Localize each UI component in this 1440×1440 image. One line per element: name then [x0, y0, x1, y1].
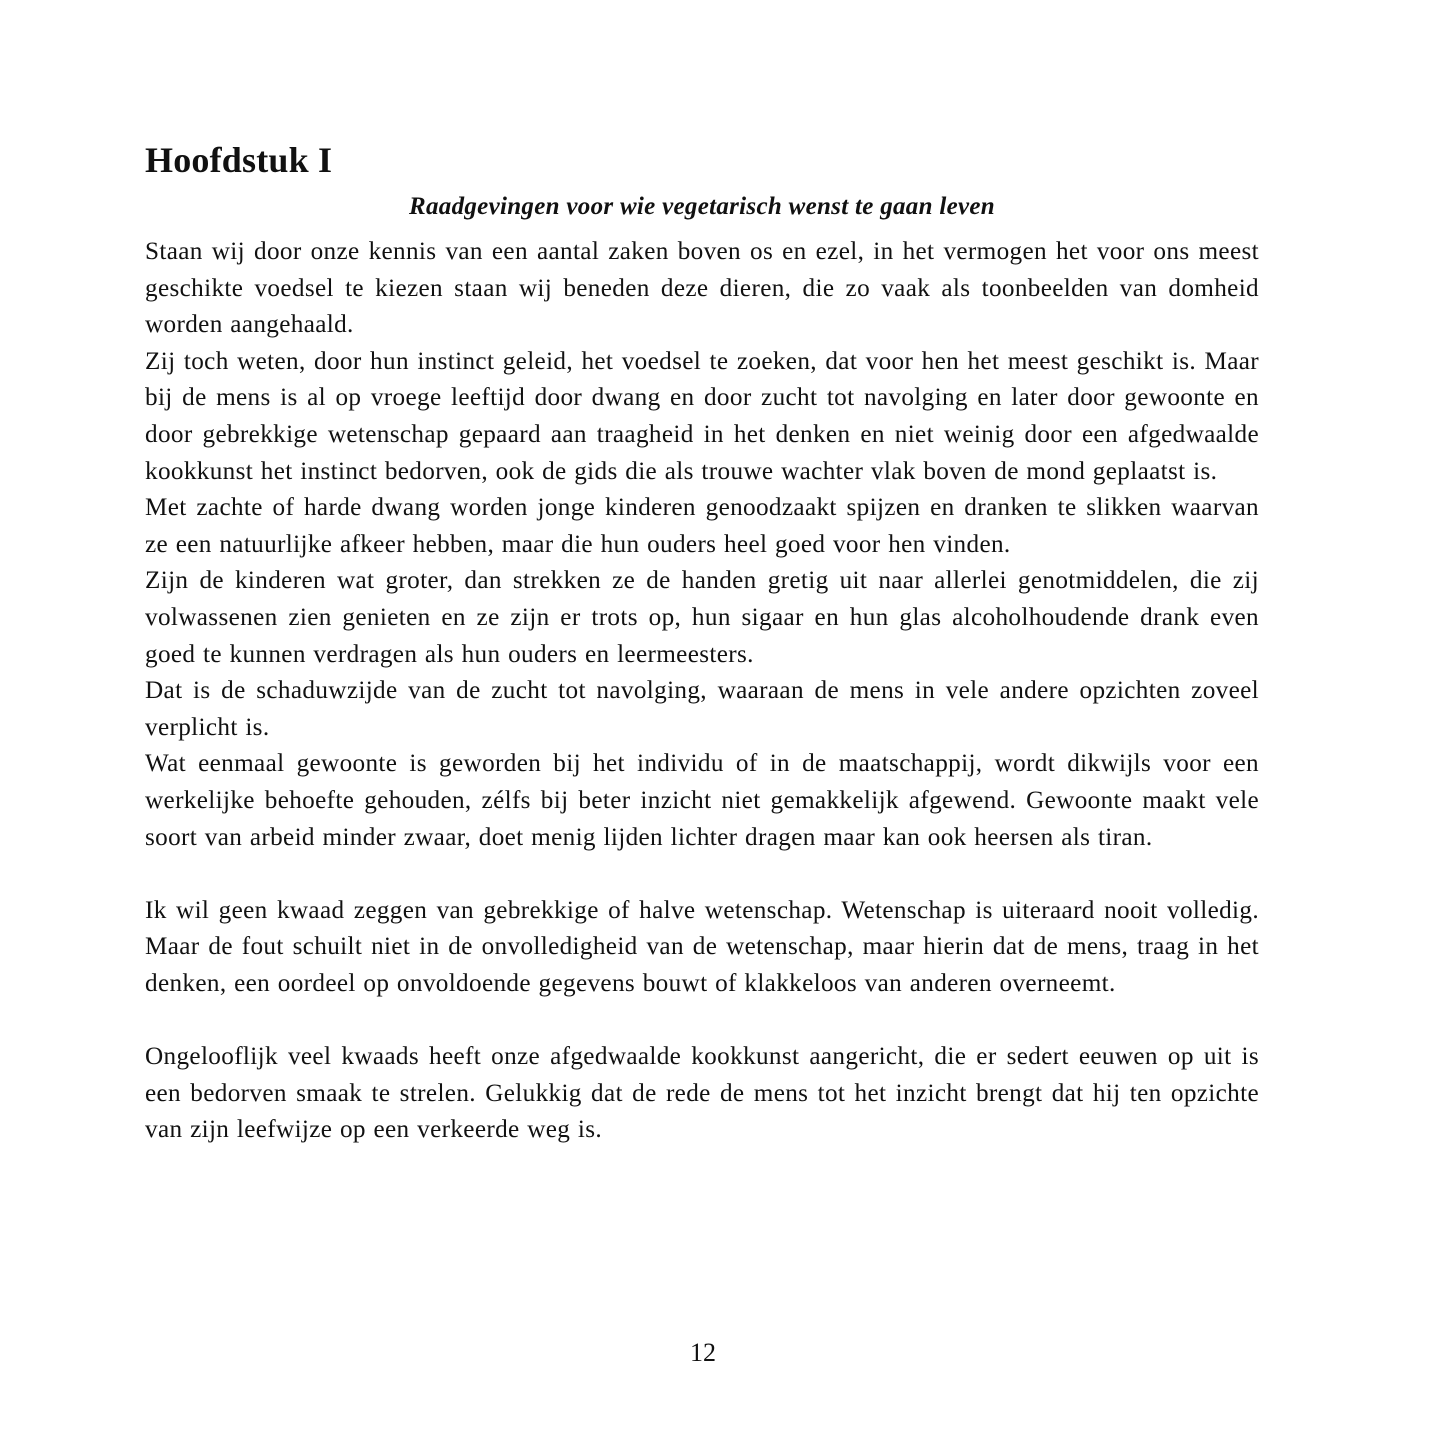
- paragraph: Zijn de kinderen wat groter, dan strekken ze de handen gretig uit naar allerlei genotmiddelen, die zij volwassenen zien genieten en ze zijn er trots op, hun sigaar en hun glas alcoholhoudende drank even goed te kunnen verdragen als hun ouders en leermeesters.: [145, 567, 1259, 668]
- paragraph: Dat is de schaduwzijde van de zucht tot navolging, waaraan de mens in vele andere opzichten zoveel verplicht is.: [145, 677, 1259, 741]
- paragraph: Zij toch weten, door hun instinct geleid, het voedsel te zoeken, dat voor hen het meest geschikt is. Maar bij de mens is al op vroege leeftijd door dwang en door zucht tot navolging en later door gewoonte en door gebrekkige wetenschap gepaard aan traagheid in het denken en niet weinig door een afgedwaalde kookkunst het instinct bedorven, ook de gids die als trouwe wachter vlak boven de mond geplaatst is.: [145, 347, 1259, 485]
- paragraph: Ik wil geen kwaad zeggen van gebrekkige of halve wetenschap. Wetenschap is uiteraard nooit volledig. Maar de fout schuilt niet in de onvolledigheid van de wetenschap, maar hierin dat de mens, traag in het denken, een oordeel op onvoldoende gegevens bouwt of klakkeloos van anderen overneemt.: [145, 896, 1259, 997]
- paragraph: Wat eenmaal gewoonte is geworden bij het individu of in de maatschappij, wordt dikwijls voor een werkelijke behoefte gehouden, zélfs bij beter inzicht niet gemakkelijk afgewend. Gewoonte maakt vele soort van arbeid minder zwaar, doet menig lijden lichter dragen maar kan ook heersen als tiran.: [145, 750, 1259, 851]
- chapter-subtitle: Raadgevingen voor wie vegetarisch wenst te gaan leven: [409, 193, 995, 220]
- body-text: [145, 234, 1259, 1149]
- page-number: 12: [690, 1338, 716, 1367]
- page-content: [145, 138, 1259, 1149]
- paragraph: Staan wij door onze kennis van een aantal zaken boven os en ezel, in het vermogen het voor ons meest geschikte voedsel te kiezen staan wij beneden deze dieren, die zo vaak als toonbeelden van domheid worden aangehaald.: [145, 238, 1259, 339]
- chapter-title: Hoofdstuk I: [145, 140, 333, 180]
- paragraph: Met zachte of harde dwang worden jonge kinderen genoodzaakt spijzen en dranken te slikken waarvan ze een natuurlijke afkeer hebben, maar die hun ouders heel goed voor hen vinden.: [145, 494, 1259, 558]
- paragraph: Ongelooflijk veel kwaads heeft onze afgedwaalde kookkunst aangericht, die er sedert eeuwen op uit is een bedorven smaak te strelen. Gelukkig dat de rede de mens tot het inzicht brengt dat hij ten opzichte van zijn leefwijze op een verkeerde weg is.: [145, 1043, 1259, 1144]
